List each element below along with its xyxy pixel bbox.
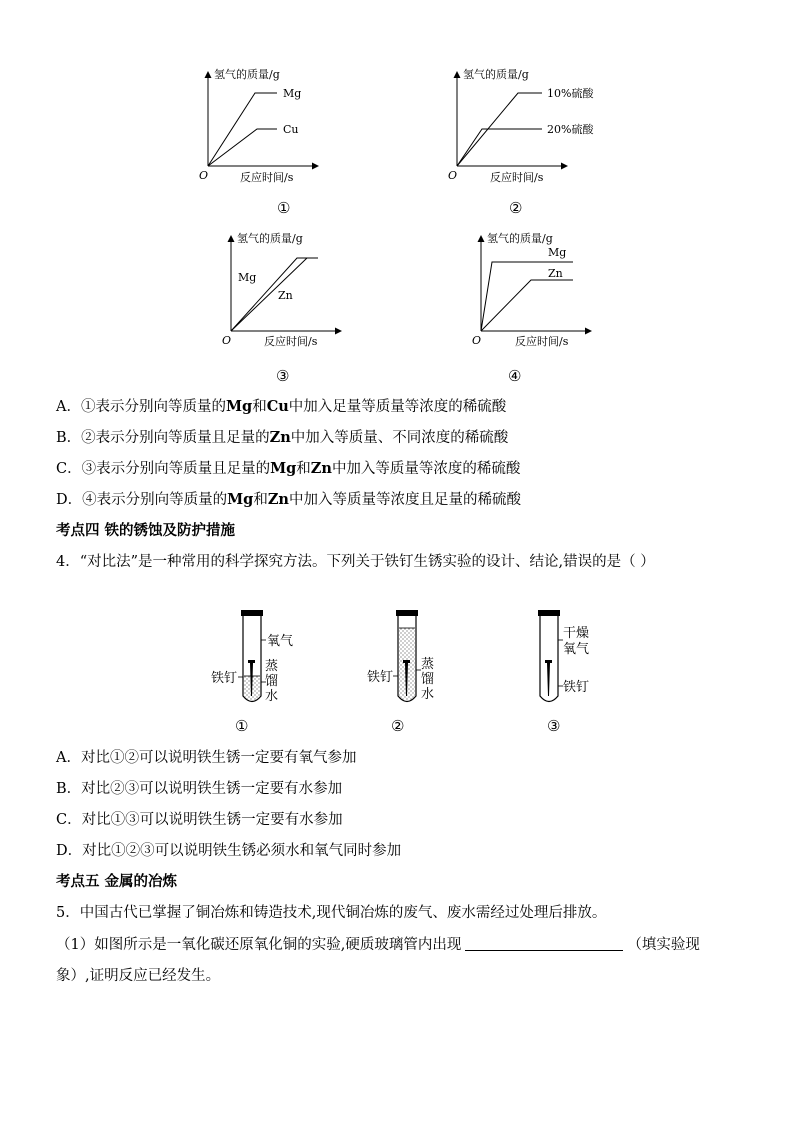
tube-1-water-char-2: 馏	[265, 674, 279, 689]
q3-option-b: B．②表示分别向等质量且足量的Zn中加入等质量、不同浓度的稀硫酸	[56, 429, 509, 446]
tube-2-water-char-2: 馏	[421, 672, 435, 687]
graph-4-series-zn: Zn	[548, 267, 563, 280]
tube-1-nail-label: 铁钉	[211, 671, 238, 686]
tube-3-number: ③	[547, 717, 561, 735]
graph-1-line-cu	[208, 129, 277, 166]
tube-1-water-char-1: 蒸	[265, 659, 279, 674]
test-tubes-figure	[0, 600, 794, 740]
section-5-title: 考点五 金属的冶炼	[56, 873, 178, 890]
graph-2-xlabel: 反应时间/s	[490, 171, 544, 184]
graph-4	[472, 231, 591, 385]
graph-3-line-zn	[231, 258, 318, 331]
tube-2-water-char-3: 水	[421, 687, 435, 702]
graph-4-series-mg: Mg	[548, 246, 567, 259]
graph-4-line-zn	[481, 280, 573, 331]
graph-4-origin: O	[472, 334, 482, 347]
section-4-title: 考点四 铁的锈蚀及防护措施	[56, 522, 236, 539]
graph-4-ylabel: 氢气的质量/g	[487, 232, 553, 245]
graph-4-xlabel: 反应时间/s	[515, 335, 569, 348]
graph-3-series-zn: Zn	[278, 289, 293, 302]
graph-2-line-20	[457, 129, 542, 166]
tube-1-water-char-3: 水	[265, 689, 279, 704]
q4-option-a: A．对比①②可以说明铁生锈一定要有氧气参加	[56, 750, 357, 766]
graph-1-series-cu: Cu	[283, 123, 299, 136]
q4-option-d: D．对比①②③可以说明铁生锈必须水和氧气同时参加	[56, 843, 402, 859]
graph-1	[199, 67, 318, 217]
graph-1-xlabel: 反应时间/s	[240, 171, 294, 184]
tube-1	[211, 610, 293, 735]
tube-2	[367, 610, 434, 735]
graph-2	[448, 67, 594, 217]
graph-3-series-mg: Mg	[238, 271, 257, 284]
graph-2-ylabel: 氢气的质量/g	[463, 68, 529, 81]
graph-3-ylabel: 氢气的质量/g	[237, 232, 303, 245]
q4-option-b: B．对比②③可以说明铁生锈一定要有水参加	[56, 781, 343, 797]
tube-1-oxygen-label: 氧气	[267, 634, 294, 649]
graph-3	[222, 231, 341, 385]
graph-4-number: ④	[508, 367, 522, 385]
q3-option-a: A．①表示分别向等质量的Mg和Cu中加入足量等质量等浓度的稀硫酸	[56, 398, 507, 415]
q3-option-c: C．③表示分别向等质量且足量的Mg和Zn中加入等质量等浓度的稀硫酸	[56, 460, 521, 477]
tube-3-oxygen-label: 氧气	[563, 642, 590, 657]
tube-1-number: ①	[235, 717, 249, 735]
q4-stem: 4．“对比法”是一种常用的科学探究方法。下列关于铁钉生锈实验的设计、结论,错误的是（ ）	[56, 554, 655, 570]
graph-1-series-mg: Mg	[283, 87, 302, 100]
q5-part1-line2: 象）,证明反应已经发生。	[56, 968, 221, 984]
tube-2-nail-label: 铁钉	[367, 670, 394, 685]
answer-blank[interactable]	[465, 936, 623, 951]
graph-3-origin: O	[222, 334, 232, 347]
q5-stem: 5．中国古代已掌握了铜冶炼和铸造技术,现代铜冶炼的废气、废水需经过处理后排放。	[56, 905, 607, 921]
graph-2-series-20: 20%硫酸	[547, 123, 594, 136]
q5-part1: （1）如图所示是一氧化碳还原氧化铜的实验,硬质玻璃管内出现 （填实验现	[56, 937, 700, 953]
q3-option-d: D．④表示分别向等质量的Mg和Zn中加入等质量等浓度且足量的稀硫酸	[56, 491, 521, 508]
graph-3-number: ③	[276, 367, 290, 385]
q4-option-c: C．对比①③可以说明铁生锈一定要有水参加	[56, 812, 343, 828]
tube-3	[538, 610, 589, 735]
graphs-figure	[0, 0, 794, 395]
graph-1-ylabel: 氢气的质量/g	[214, 68, 280, 81]
tube-3-dry-label: 干燥	[563, 626, 590, 641]
graph-2-series-10: 10%硫酸	[547, 87, 594, 100]
tube-2-number: ②	[391, 717, 405, 735]
graph-3-line-mg	[231, 258, 318, 331]
graph-2-origin: O	[448, 169, 458, 182]
graph-1-number: ①	[277, 199, 291, 217]
tube-2-water-char-1: 蒸	[421, 657, 435, 672]
graph-2-number: ②	[509, 199, 523, 217]
graph-3-xlabel: 反应时间/s	[264, 335, 318, 348]
tube-3-nail-label: 铁钉	[563, 680, 590, 695]
graph-1-origin: O	[199, 169, 209, 182]
